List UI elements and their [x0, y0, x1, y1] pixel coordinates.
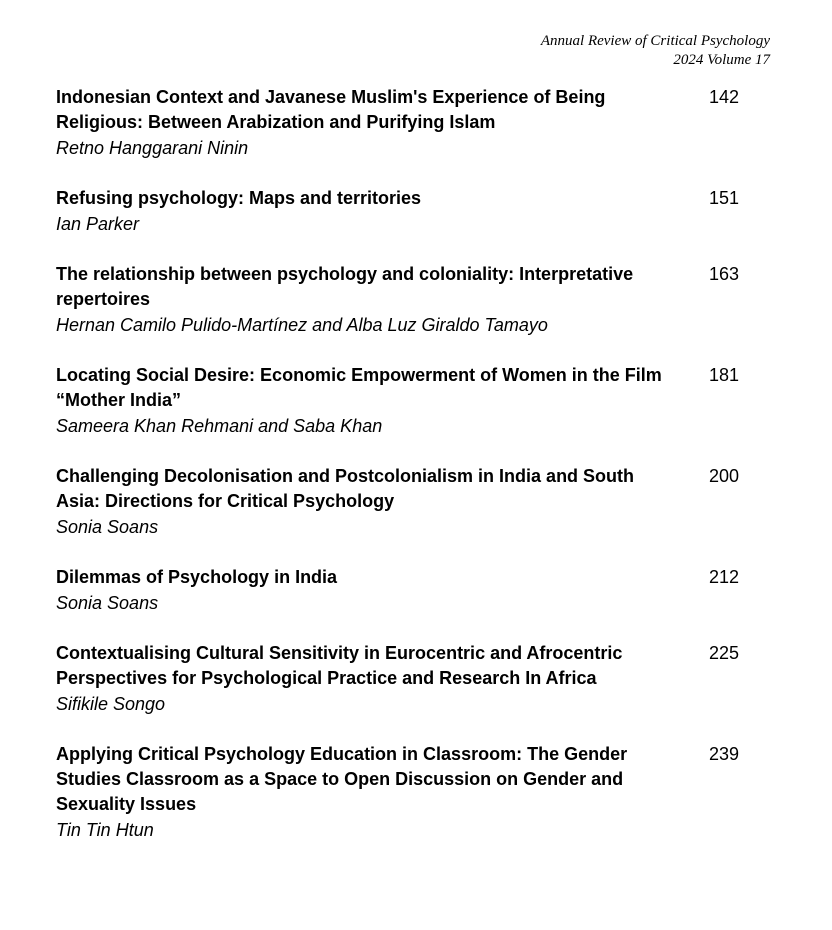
article-author: Ian Parker: [56, 214, 140, 234]
journal-header: [541, 32, 770, 70]
article-author: Hernan Camilo Pulido-Martínez and Alba Luz Giraldo Tamayo: [56, 315, 548, 335]
toc-entry: [56, 565, 756, 617]
article-author: Sonia Soans: [56, 517, 159, 537]
toc-entry: [56, 262, 756, 339]
toc-entry: [56, 363, 756, 440]
article-author: Sameera Khan Rehmani and Saba Khan: [56, 416, 383, 436]
journal-volume: 2024 Volume 17: [673, 52, 770, 68]
page-number: 142: [709, 87, 740, 107]
page-number: 225: [709, 643, 740, 663]
journal-name: Annual Review of Critical Psychology: [540, 33, 770, 49]
page-number: 151: [709, 188, 740, 208]
toc-entry: [56, 742, 756, 844]
article-author: Sifikile Songo: [56, 694, 166, 714]
article-title: Indonesian Context and Javanese Muslim's Experience of Being Religious: Between Arabization and Purifying Islam: [56, 87, 606, 132]
article-title: Dilemmas of Psychology in India: [56, 567, 338, 587]
toc-entry: [56, 464, 756, 541]
article-title: Challenging Decolonisation and Postcolonialism in India and South Asia: Directions for Critical Psychology: [56, 466, 635, 511]
article-title: Applying Critical Psychology Education in Classroom: The Gender Studies Classroom as a Space to Open Discussion on Gender and Sexuality Issues: [56, 744, 628, 814]
article-author: Tin Tin Htun: [56, 820, 154, 840]
table-of-contents: [56, 85, 756, 868]
article-title: Contextualising Cultural Sensitivity in Eurocentric and Afrocentric Perspectives for Psychological Practice and Research In Africa: [56, 643, 623, 688]
article-author: Retno Hanggarani Ninin: [56, 138, 249, 158]
article-title: The relationship between psychology and coloniality: Interpretative repertoires: [56, 264, 634, 309]
article-title: Refusing psychology: Maps and territories: [56, 188, 422, 208]
toc-entry: [56, 186, 756, 238]
page-number: 163: [709, 264, 740, 284]
article-author: Sonia Soans: [56, 593, 159, 613]
toc-entry: [56, 641, 756, 718]
page-number: 181: [709, 365, 740, 385]
toc-entry: [56, 85, 756, 162]
page-number: 200: [709, 466, 740, 486]
page-number: 212: [709, 567, 740, 587]
page-number: 239: [709, 744, 740, 764]
article-title: Locating Social Desire: Economic Empowerment of Women in the Film “Mother India”: [56, 365, 662, 410]
